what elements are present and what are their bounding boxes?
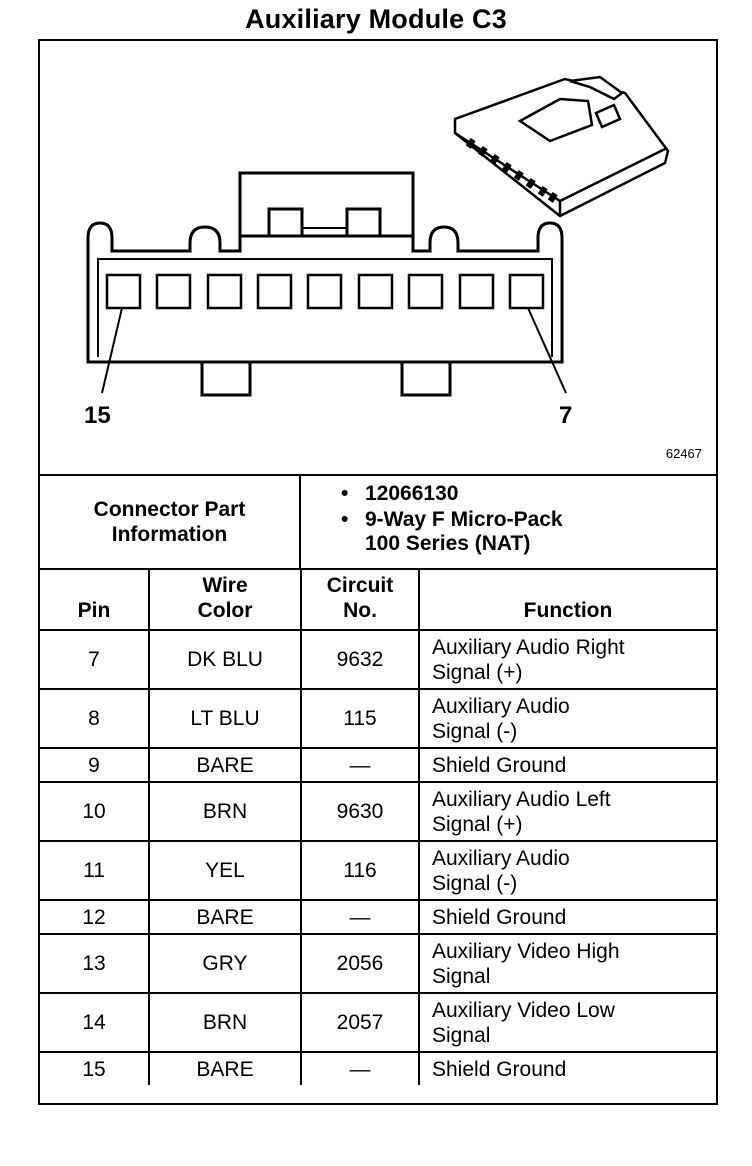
part-number-item <box>301 482 716 506</box>
document-frame <box>38 39 718 1105</box>
connector-info-label <box>40 476 301 568</box>
function-cell: Auxiliary Audio Right Signal (+) <box>419 630 716 689</box>
circuit-cell: — <box>301 1052 419 1085</box>
pin-cavity-9 <box>409 275 442 308</box>
page-title: Auxiliary Module C3 <box>245 4 507 34</box>
pin-cavity-7 <box>510 275 543 308</box>
figure-id: 62467 <box>665 446 702 461</box>
table-row <box>40 782 716 841</box>
function-cell: Auxiliary Video High Signal <box>419 934 716 993</box>
wire-color-cell: BARE <box>149 900 301 934</box>
table-header-row <box>40 570 716 630</box>
wire-color-cell: GRY <box>149 934 301 993</box>
table-row <box>40 993 716 1052</box>
wire-color-cell: LT BLU <box>149 689 301 748</box>
circuit-cell: 116 <box>301 841 419 900</box>
connector-diagram <box>40 41 716 474</box>
wire-color-cell: BRN <box>149 782 301 841</box>
function-cell: Auxiliary Audio Left Signal (+) <box>419 782 716 841</box>
circuit-cell: 9630 <box>301 782 419 841</box>
header-wire-color: Wire Color <box>149 570 301 630</box>
pin-cavity-11 <box>308 275 341 308</box>
table-row <box>40 934 716 993</box>
table-row <box>40 748 716 782</box>
wire-color-cell: BARE <box>149 1052 301 1085</box>
function-cell: Auxiliary Audio Signal (-) <box>419 689 716 748</box>
function-cell: Auxiliary Video Low Signal <box>419 993 716 1052</box>
connector-info-label-line1: Connector Part <box>93 498 246 521</box>
connector-info-row <box>40 474 716 570</box>
connector-drawing <box>40 41 716 474</box>
part-number: 12066130 <box>365 482 459 505</box>
pin-cell: 12 <box>40 900 149 934</box>
pin-cavity-13 <box>208 275 241 308</box>
table-row <box>40 689 716 748</box>
connector-info-label-line2: Information <box>111 523 228 546</box>
pin-cavities <box>107 275 543 308</box>
pin-cell: 11 <box>40 841 149 900</box>
function-cell: Shield Ground <box>419 900 716 934</box>
pin-cell: 13 <box>40 934 149 993</box>
pin-cavity-8 <box>460 275 493 308</box>
table-row <box>40 630 716 689</box>
header-pin: Pin <box>40 570 149 630</box>
header-circuit-no: Circuit No. <box>301 570 419 630</box>
wire-color-cell: YEL <box>149 841 301 900</box>
connector-description-line2: 100 Series (NAT) <box>365 532 531 555</box>
connector-description-line1: 9-Way F Micro-Pack <box>365 508 563 531</box>
wire-color-cell: DK BLU <box>149 630 301 689</box>
header-function: Function <box>419 570 716 630</box>
connector-isometric-view <box>455 77 668 216</box>
pin-cell: 10 <box>40 782 149 841</box>
pin-label-7: 7 <box>559 402 573 429</box>
pin-cavity-12 <box>258 275 291 308</box>
circuit-cell: 115 <box>301 689 419 748</box>
pin-cell: 7 <box>40 630 149 689</box>
pin-table <box>40 570 716 1085</box>
pin-cell: 9 <box>40 748 149 782</box>
pin-cell: 15 <box>40 1052 149 1085</box>
circuit-cell: 2056 <box>301 934 419 993</box>
function-cell: Auxiliary Audio Signal (-) <box>419 841 716 900</box>
wire-color-cell: BARE <box>149 748 301 782</box>
table-row <box>40 1052 716 1085</box>
bullet-icon: • <box>341 482 349 505</box>
circuit-cell: — <box>301 748 419 782</box>
pin-cavity-14 <box>157 275 190 308</box>
function-cell: Shield Ground <box>419 748 716 782</box>
circuit-cell: — <box>301 900 419 934</box>
pin-cavity-15 <box>107 275 140 308</box>
table-row <box>40 900 716 934</box>
circuit-cell: 9632 <box>301 630 419 689</box>
function-cell: Shield Ground <box>419 1052 716 1085</box>
pin-cell: 8 <box>40 689 149 748</box>
wire-color-cell: BRN <box>149 993 301 1052</box>
circuit-cell: 2057 <box>301 993 419 1052</box>
table-row <box>40 841 716 900</box>
bullet-icon: • <box>341 508 349 531</box>
pin-cavity-10 <box>359 275 392 308</box>
pin-label-15: 15 <box>84 402 111 429</box>
connector-info-values <box>301 476 716 568</box>
connector-description-item <box>301 508 716 556</box>
pin-cell: 14 <box>40 993 149 1052</box>
